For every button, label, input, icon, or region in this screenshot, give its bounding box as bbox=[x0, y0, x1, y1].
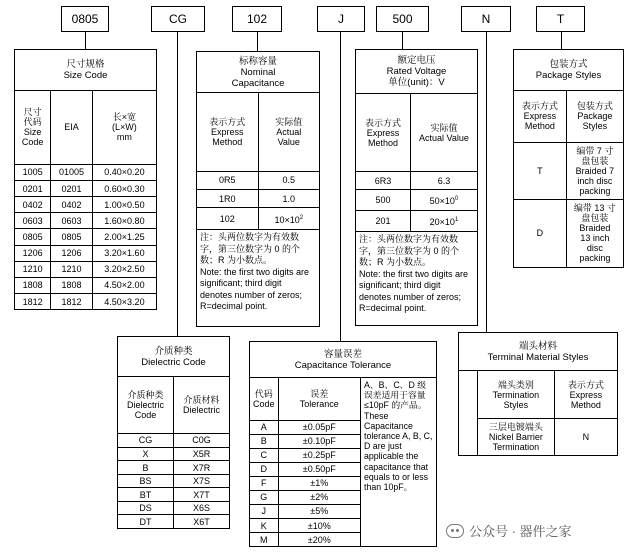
connector-dielectric bbox=[177, 32, 178, 336]
capacitance-table-exponent: 2 bbox=[299, 214, 304, 221]
package-table-cell: 编带 7 寸 盘包装 Braided 7 inch disc packing bbox=[566, 142, 623, 199]
code-box-capacitance: 102 bbox=[232, 6, 282, 32]
voltage-note-en: Note: the first two digits are significant; third digit denotes number of zeros; R=decimal point. bbox=[359, 268, 469, 313]
tolerance-table bbox=[250, 378, 361, 546]
size-table-row bbox=[15, 213, 156, 229]
size-table-cell: 1206 bbox=[15, 245, 51, 261]
size-table-cell: 0603 bbox=[51, 213, 93, 229]
tolerance-table-row bbox=[250, 462, 361, 476]
voltage-header bbox=[356, 50, 477, 94]
voltage-table-row bbox=[356, 172, 477, 190]
tolerance-table-cell: ±1% bbox=[278, 476, 361, 490]
tolerance-note bbox=[361, 378, 436, 546]
wechat-icon bbox=[446, 524, 464, 538]
code-box-package: T bbox=[536, 6, 585, 32]
size-table-cell: 0603 bbox=[15, 213, 51, 229]
size-table-row bbox=[15, 294, 156, 309]
size-table-cell: 1808 bbox=[51, 277, 93, 293]
connector-size bbox=[85, 32, 86, 49]
tolerance-table-row bbox=[250, 490, 361, 504]
dielectric-block bbox=[117, 336, 230, 529]
tolerance-table-row bbox=[250, 476, 361, 490]
dielectric-table-row bbox=[118, 474, 229, 488]
dielectric-table-cell: X7S bbox=[174, 474, 230, 488]
dielectric-header bbox=[118, 337, 229, 377]
size-table-cell: 0201 bbox=[15, 181, 51, 197]
tolerance-table-cell: ±2% bbox=[278, 490, 361, 504]
tolerance-col-code: 代码 Code bbox=[250, 378, 278, 420]
tolerance-note-cn: A、B、C、D 级误差适用于容量≤10pF 的产品。 bbox=[364, 380, 427, 411]
voltage-title-en: Rated Voltage bbox=[386, 66, 447, 77]
capacitance-note-cn: 注：头两位数字为有效数字，第三位数字为 0 的个数；R 为小数点。 bbox=[200, 232, 301, 265]
capacitance-table-row bbox=[197, 190, 319, 208]
voltage-table-exponent: 1 bbox=[454, 216, 459, 223]
size-table-cell: 0.60×0.30 bbox=[92, 181, 156, 197]
capacitance-table-code: 102 bbox=[197, 208, 258, 230]
size-table-cell: 1812 bbox=[51, 294, 93, 309]
voltage-table-exponent: 0 bbox=[454, 195, 459, 202]
voltage-table-code: 6R3 bbox=[356, 172, 410, 190]
tolerance-table-row bbox=[250, 420, 361, 434]
capacitance-table-value bbox=[258, 171, 319, 189]
size-col-dimensions: 长×宽 (L×W) mm bbox=[92, 91, 156, 164]
package-col-style: 包装方式 Package Styles bbox=[566, 91, 623, 142]
size-table-cell: 2.00×1.25 bbox=[92, 229, 156, 245]
capacitance-table-value bbox=[258, 208, 319, 230]
package-table-row bbox=[514, 142, 623, 199]
watermark-text: 公众号 · 器件之家 bbox=[469, 524, 572, 539]
dielectric-table-row bbox=[118, 461, 229, 475]
capacitance-table bbox=[197, 93, 319, 230]
dielectric-table-cell: DT bbox=[118, 515, 174, 528]
code-box-dielectric: CG bbox=[151, 6, 205, 32]
capacitance-col-value: 实际值 Actual Value bbox=[258, 93, 319, 171]
tolerance-table-cell: ±10% bbox=[278, 518, 361, 532]
voltage-table-value-text: 20×10 bbox=[429, 216, 455, 227]
terminal-block bbox=[458, 332, 618, 456]
tolerance-table-cell: D bbox=[250, 462, 278, 476]
code-box-tolerance: J bbox=[317, 6, 365, 32]
dielectric-table-cell: DS bbox=[118, 501, 174, 515]
size-table-cell: 0402 bbox=[15, 197, 51, 213]
capacitance-note bbox=[197, 230, 319, 315]
tolerance-title-en: Capacitance Tolerance bbox=[294, 359, 392, 371]
tolerance-table-cell: ±0.10pF bbox=[278, 434, 361, 448]
size-code-block bbox=[14, 49, 157, 310]
terminal-title-cn: 端头材料 bbox=[518, 340, 557, 352]
tolerance-table-row bbox=[250, 518, 361, 532]
dielectric-table-cell: X5R bbox=[174, 447, 230, 461]
size-title-cn: 尺寸规格 bbox=[66, 59, 105, 70]
voltage-table-value bbox=[410, 189, 477, 210]
package-table-cell: D bbox=[514, 199, 566, 267]
capacitance-table-value-text: 10×10 bbox=[274, 214, 300, 225]
tolerance-table-cell: ±0.25pF bbox=[278, 448, 361, 462]
terminal-col-method: 表示方式 Express Method bbox=[554, 371, 617, 419]
voltage-table bbox=[356, 94, 477, 232]
size-table-row bbox=[15, 245, 156, 261]
voltage-col-value: 实际值 Actual Value bbox=[410, 94, 477, 172]
tolerance-table-cell: ±0.50pF bbox=[278, 462, 361, 476]
tolerance-table-cell: ±5% bbox=[278, 504, 361, 518]
tolerance-table-cell: ±0.05pF bbox=[278, 420, 361, 434]
package-table-cell: 编带 13 寸 盘包装 Braided 13 inch disc packing bbox=[566, 199, 623, 267]
tolerance-table-row bbox=[250, 434, 361, 448]
dielectric-title-cn: 介质种类 bbox=[154, 345, 193, 357]
voltage-note-cn: 注：头两位数字为有效数字，第三位数字为 0 的个数；R 为小数点。 bbox=[359, 234, 460, 267]
voltage-table-value bbox=[410, 210, 477, 231]
dielectric-col-material: 介质材料 Dielectric bbox=[174, 377, 230, 434]
size-table-row bbox=[15, 164, 156, 180]
size-code-table bbox=[15, 91, 156, 309]
tolerance-table-cell: J bbox=[250, 504, 278, 518]
size-table-row bbox=[15, 261, 156, 277]
package-title-cn: 包装方式 bbox=[549, 59, 588, 70]
connector-terminal bbox=[486, 32, 487, 332]
tolerance-table-row bbox=[250, 504, 361, 518]
capacitance-header bbox=[197, 52, 319, 93]
connector-capacitance bbox=[257, 32, 258, 51]
package-col-method: 表示方式 Express Method bbox=[514, 91, 566, 142]
size-table-cell: 4.50×2.00 bbox=[92, 277, 156, 293]
capacitance-table-row bbox=[197, 171, 319, 189]
dielectric-table-cell: B bbox=[118, 461, 174, 475]
voltage-note bbox=[356, 232, 477, 317]
tolerance-table-cell: F bbox=[250, 476, 278, 490]
size-table-row bbox=[15, 277, 156, 293]
terminal-col-style: 端头类别 Termination Styles bbox=[478, 371, 555, 419]
size-table-cell: 01005 bbox=[51, 164, 93, 180]
voltage-table-value bbox=[410, 172, 477, 190]
package-header bbox=[514, 50, 623, 91]
voltage-table-code: 201 bbox=[356, 210, 410, 231]
size-table-cell: 0201 bbox=[51, 181, 93, 197]
voltage-col-method: 表示方式 Express Method bbox=[356, 94, 410, 172]
dielectric-title-en: Dielectric Code bbox=[141, 356, 206, 368]
voltage-table-row bbox=[356, 189, 477, 210]
voltage-table-code: 500 bbox=[356, 189, 410, 210]
size-table-row bbox=[15, 181, 156, 197]
terminal-table-cell: 三层电镀端头 Nickel Barrier Termination bbox=[478, 419, 555, 455]
watermark bbox=[446, 521, 572, 540]
dielectric-table-cell: X bbox=[118, 447, 174, 461]
tolerance-table-row bbox=[250, 533, 361, 546]
size-table-cell: 0805 bbox=[15, 229, 51, 245]
capacitance-col-method: 表示方式 Express Method bbox=[197, 93, 258, 171]
tolerance-table-cell: B bbox=[250, 434, 278, 448]
capacitance-table-value-text: 0.5 bbox=[282, 175, 295, 186]
dielectric-col-code: 介质种类 Dielectric Code bbox=[118, 377, 174, 434]
size-table-cell: 1.60×0.80 bbox=[92, 213, 156, 229]
terminal-table bbox=[477, 371, 617, 455]
tolerance-block bbox=[249, 341, 437, 547]
capacitance-table-value bbox=[258, 190, 319, 208]
size-table-cell: 4.50×3.20 bbox=[92, 294, 156, 309]
tolerance-table-cell: K bbox=[250, 518, 278, 532]
dielectric-table-row bbox=[118, 515, 229, 528]
dielectric-table-cell: C0G bbox=[174, 434, 230, 448]
size-col-eia: EIA bbox=[51, 91, 93, 164]
terminal-title-en: Terminal Material Styles bbox=[487, 351, 589, 363]
dielectric-table bbox=[118, 377, 229, 528]
voltage-table-row bbox=[356, 210, 477, 231]
size-table-cell: 3.20×1.60 bbox=[92, 245, 156, 261]
tolerance-note-en: These Capacitance tolerance A, B, C, D are just applicable the capacitance that equals to or less than 10pF。 bbox=[364, 410, 433, 493]
code-box-size: 0805 bbox=[61, 6, 109, 32]
package-table bbox=[514, 91, 623, 267]
package-table-cell: T bbox=[514, 142, 566, 199]
tolerance-col-tolerance: 误差 Tolerance bbox=[278, 378, 361, 420]
connector-voltage bbox=[402, 32, 403, 49]
tolerance-header bbox=[250, 342, 436, 378]
terminal-table-cell: N bbox=[554, 419, 617, 455]
dielectric-table-cell: CG bbox=[118, 434, 174, 448]
size-table-cell: 1005 bbox=[15, 164, 51, 180]
capacitance-table-value-text: 1.0 bbox=[282, 193, 295, 204]
package-block bbox=[513, 49, 624, 268]
terminal-header bbox=[459, 333, 617, 371]
size-table-cell: 0.40×0.20 bbox=[92, 164, 156, 180]
tolerance-table-cell: G bbox=[250, 490, 278, 504]
voltage-table-value-text: 50×10 bbox=[429, 195, 455, 206]
tolerance-table-cell: ±20% bbox=[278, 533, 361, 546]
capacitance-title-en: Nominal Capacitance bbox=[231, 66, 285, 89]
voltage-table-value-text: 6.3 bbox=[437, 175, 451, 186]
dielectric-table-cell: X6T bbox=[174, 515, 230, 528]
tolerance-table-cell: A bbox=[250, 420, 278, 434]
tolerance-table-cell: C bbox=[250, 448, 278, 462]
tolerance-table-row bbox=[250, 448, 361, 462]
dielectric-table-cell: X6S bbox=[174, 501, 230, 515]
size-table-cell: 0805 bbox=[51, 229, 93, 245]
code-box-voltage: 500 bbox=[376, 6, 429, 32]
size-col-code: 尺寸 代码 Size Code bbox=[15, 91, 51, 164]
capacitance-table-row bbox=[197, 208, 319, 230]
dielectric-table-cell: X7T bbox=[174, 488, 230, 502]
capacitance-note-en: Note: the first two digits are significant; third digit denotes number of zeros; R=decimal point. bbox=[200, 266, 310, 311]
size-table-cell: 1.00×0.50 bbox=[92, 197, 156, 213]
size-table-cell: 3.20×2.50 bbox=[92, 261, 156, 277]
capacitance-table-code: 1R0 bbox=[197, 190, 258, 208]
size-code-header bbox=[15, 50, 156, 91]
size-table-cell: 1812 bbox=[15, 294, 51, 309]
dielectric-table-row bbox=[118, 447, 229, 461]
package-title-en: Package Styles bbox=[535, 70, 602, 81]
dielectric-table-cell: BS bbox=[118, 474, 174, 488]
terminal-table-row bbox=[478, 419, 618, 455]
connector-tolerance bbox=[340, 32, 341, 341]
size-table-cell: 1210 bbox=[51, 261, 93, 277]
capacitance-block bbox=[196, 51, 320, 327]
code-box-terminal: N bbox=[461, 6, 511, 32]
voltage-block bbox=[355, 49, 478, 326]
capacitance-title-cn: 标称容量 bbox=[238, 55, 277, 67]
package-table-row bbox=[514, 199, 623, 267]
tolerance-title-cn: 容量误差 bbox=[323, 348, 362, 360]
size-table-row bbox=[15, 229, 156, 245]
size-table-cell: 1808 bbox=[15, 277, 51, 293]
voltage-unit: 单位(unit)：V bbox=[388, 77, 445, 88]
dielectric-table-row bbox=[118, 434, 229, 448]
size-table-cell: 1206 bbox=[51, 245, 93, 261]
voltage-title-cn: 额定电压 bbox=[397, 55, 436, 66]
size-table-row bbox=[15, 197, 156, 213]
connector-package bbox=[561, 32, 562, 49]
size-table-cell: 0402 bbox=[51, 197, 93, 213]
tolerance-table-cell: M bbox=[250, 533, 278, 546]
dielectric-table-cell: BT bbox=[118, 488, 174, 502]
dielectric-table-cell: X7R bbox=[174, 461, 230, 475]
capacitance-table-code: 0R5 bbox=[197, 171, 258, 189]
dielectric-table-row bbox=[118, 501, 229, 515]
dielectric-table-row bbox=[118, 488, 229, 502]
size-table-cell: 1210 bbox=[15, 261, 51, 277]
size-title-en: Size Code bbox=[63, 70, 108, 81]
